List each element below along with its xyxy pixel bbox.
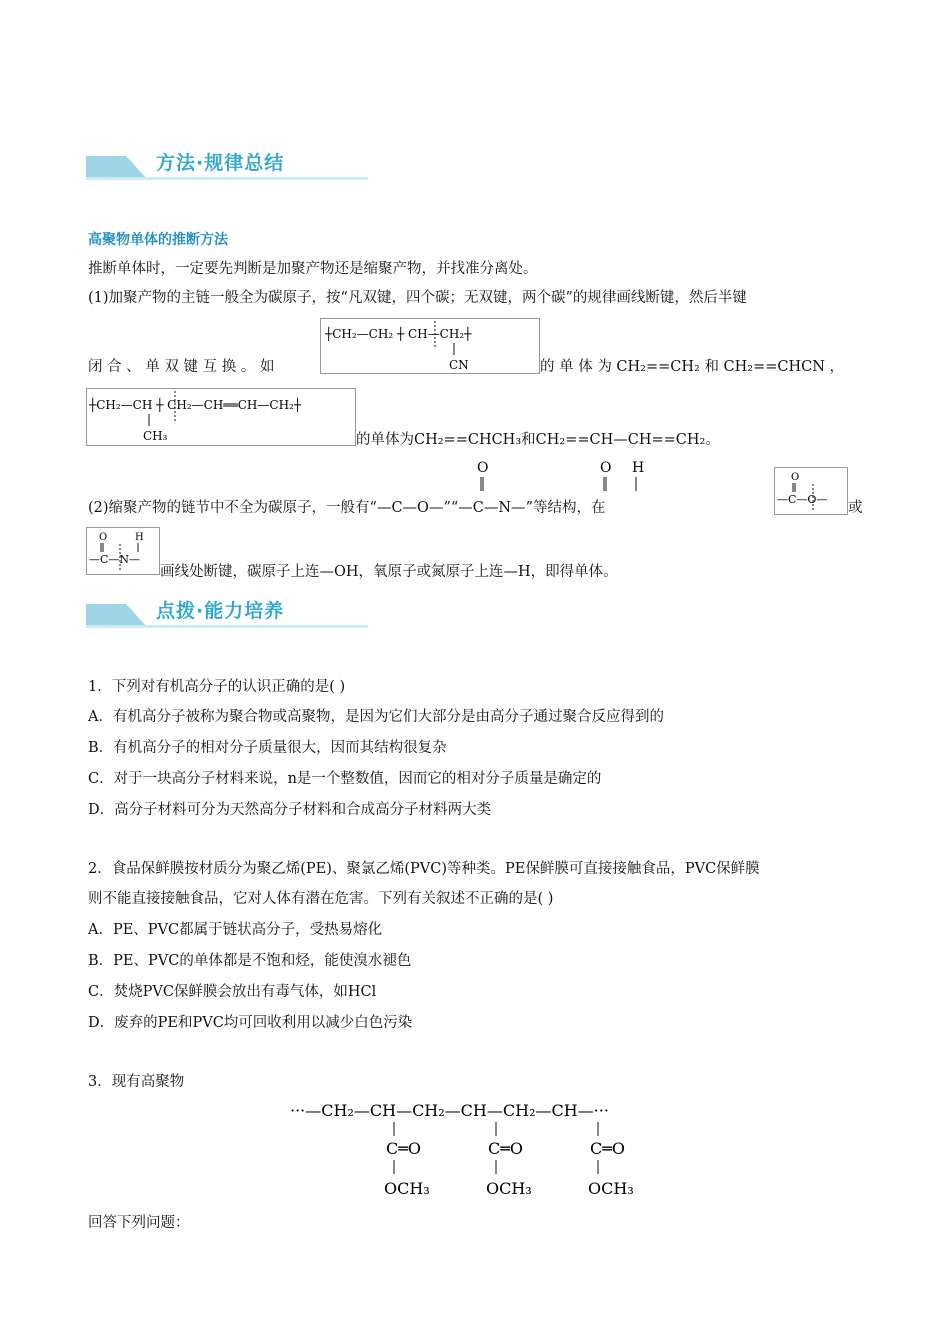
p1-line2a: 闭 合 、 单 双 键 互 换 。 如 [88,359,275,375]
q1-stem: 1．下列对有机高分子的认识正确的是( ) [88,679,346,695]
p2-line1 [88,498,605,518]
section-header-ability [86,596,368,636]
header-underline [86,177,368,180]
q2-option-a: A．PE、PVC都属于链状高分子，受热易熔化 [88,922,383,938]
section-title: 方法·规律总结 [156,152,285,174]
q2-stem-1: 2．食品保鲜膜按材质分为聚乙烯(PE)、聚氯乙烯(PVC)等种类。PE保鲜膜可直接接触食品，PVC保鲜膜 [88,861,760,877]
svg-text:O: O [791,472,800,483]
q1-option-b: B．有机高分子的相对分子质量很大，因而其结构很复杂 [88,740,447,756]
svg-text:O: O [600,460,612,476]
svg-text:┼CH₂—CH₂ ┼ CH—CH₂┼: ┼CH₂—CH₂ ┼ CH—CH₂┼ [325,327,472,341]
q2-stem-2: 则不能直接接触食品，它对人体有潜在危害。下列有关叙述不正确的是( ) [88,891,554,907]
q1-option-c: C．对于一块高分子材料来说，n是一个整数值，因而它的相对分子质量是确定的 [88,771,602,787]
svg-text:···—CH₂—CH—CH₂—CH—CH₂—CH—···: ···—CH₂—CH—CH₂—CH—CH₂—CH—··· [290,1101,609,1120]
subheading: 高聚物单体的推断方法 [88,232,228,248]
svg-text:C═O: C═O [386,1139,421,1158]
p1-line2b: 的 单 体 为 CH₂==CH₂ 和 CH₂==CHCN ， [540,359,845,375]
formula-1 [321,319,539,373]
svg-text:OCH₃: OCH₃ [384,1179,430,1198]
q1-option-a: A．有机高分子被称为聚合物或高聚物，是因为它们大部分是由高分子通过聚合反应得到的 [88,709,664,725]
svg-text:OCH₃: OCH₃ [588,1179,634,1198]
q1-option-d: D．高分子材料可分为天然高分子材料和合成高分子材料两大类 [88,802,492,818]
p1-line3b: 的单体为CH₂==CHCH₃和CH₂==CH—CH==CH₂。 [356,432,720,448]
q2-option-d: D．废弃的PE和PVC均可回收利用以减少白色污染 [88,1015,413,1031]
polymer-structure [288,1096,668,1206]
header-underline [86,625,368,628]
p2-line1d: 或 [848,500,863,516]
q3-follow: 回答下列问题： [88,1215,190,1231]
formula-box-amide [86,527,160,575]
section-title: 点拨·能力培养 [156,600,285,622]
q2-option-c: C．焚烧PVC保鲜膜会放出有毒气体，如HCl [88,984,377,1000]
formula-2 [87,389,355,445]
amide-diagram [87,528,159,574]
p2-line1c: ”等结构，在 [525,500,606,516]
formula-box-ester [774,467,848,515]
amide-group: —C—N— [458,500,526,516]
svg-text:CH₃: CH₃ [143,429,168,443]
q3-stem: 3．现有高聚物 [88,1074,185,1090]
svg-text:OCH₃: OCH₃ [486,1179,532,1198]
svg-text:C═O: C═O [488,1139,523,1158]
formula-box-1 [320,318,540,374]
intro-text: 推断单体时，一定要先判断是加聚产物还是缩聚产物，并找准分离处。 [88,261,538,277]
svg-text:O: O [99,532,108,543]
p2-line2: 画线处断键，碳原子上连—OH，氧原子或氮原子上连—H，即得单体。 [160,564,618,580]
svg-text:O: O [477,460,489,476]
svg-text:┼CH₂—CH ┼ CH₂—CH══CH—CH₂┼: ┼CH₂—CH ┼ CH₂—CH══CH—CH₂┼ [89,398,302,412]
ester-group: —C—O— [376,500,444,516]
svg-text:CN: CN [449,358,469,372]
p2-line1b: ”“ [443,500,459,516]
p2-line1a: (2)缩聚产物的链节中不全为碳原子，一般有“ [88,500,377,516]
formula-box-2 [86,388,356,446]
p1-line1: (1)加聚产物的主链一般全为碳原子，按“凡双键，四个碳；无双键，两个碳”的规律画线断键，然后半键 [88,290,747,306]
svg-text:—C—O—: —C—O— [777,493,828,506]
ester-diagram [775,468,847,514]
q2-option-b: B．PE、PVC的单体都是不饱和烃，能使溴水褪色 [88,953,412,969]
svg-text:—C—N—: —C—N— [89,553,141,566]
section-header-method [86,148,368,188]
svg-text:H: H [135,532,144,543]
svg-text:H: H [632,460,645,476]
svg-text:C═O: C═O [590,1139,625,1158]
